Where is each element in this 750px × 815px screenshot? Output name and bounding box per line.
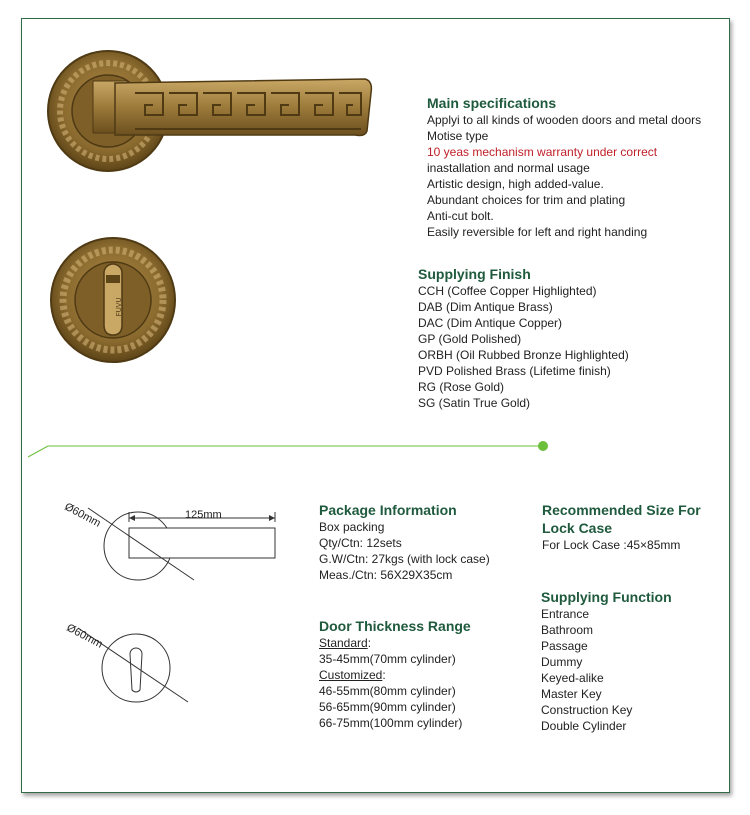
package-information-heading: Package Information xyxy=(319,502,457,518)
package-information xyxy=(319,501,490,583)
lever-handle-image xyxy=(45,45,375,175)
finish-item: DAB (Dim Antique Brass) xyxy=(418,300,553,314)
lock-case-heading-line1: Recommended Size For xyxy=(542,502,701,518)
supplying-function xyxy=(541,588,672,734)
lock-case-size xyxy=(542,501,701,553)
standard-item: 35-45mm(70mm cylinder) xyxy=(319,652,456,666)
customized-label-line: Customized: xyxy=(319,668,386,682)
function-item: Bathroom xyxy=(541,623,594,637)
package-line: G.W/Ctn: 27kgs (with lock case) xyxy=(319,552,490,566)
main-specifications xyxy=(427,94,701,240)
escutcheon-brand-text: FUVU xyxy=(116,297,123,317)
finish-item: GP (Gold Polished) xyxy=(418,332,522,346)
section-divider xyxy=(24,433,554,463)
spec-line: Artistic design, high added-value. xyxy=(427,177,604,191)
finish-item: ORBH (Oil Rubbed Bronze Highlighted) xyxy=(418,348,629,362)
spec-line: inastallation and normal usage xyxy=(427,161,590,175)
door-thickness-range xyxy=(319,617,471,731)
package-line: Qty/Ctn: 12sets xyxy=(319,536,402,550)
spec-line: Anti-cut bolt. xyxy=(427,209,494,223)
handle-diameter-label: Ø60mm xyxy=(62,500,103,530)
function-item: Double Cylinder xyxy=(541,719,627,733)
spec-line: Easily reversible for left and right handing xyxy=(427,225,648,239)
supplying-finish-heading: Supplying Finish xyxy=(418,266,531,282)
standard-label-line: Standard: xyxy=(319,636,372,650)
finish-item: PVD Polished Brass (Lifetime finish) xyxy=(418,364,611,378)
finish-item: RG (Rose Gold) xyxy=(418,380,505,394)
function-item: Passage xyxy=(541,639,588,653)
escutcheon-diameter-label: Ø60mm xyxy=(64,621,105,651)
function-item: Entrance xyxy=(541,607,590,621)
function-item: Master Key xyxy=(541,687,602,701)
escutcheon-image xyxy=(48,235,178,365)
customized-item: 66-75mm(100mm cylinder) xyxy=(319,716,463,730)
function-item: Dummy xyxy=(541,655,583,669)
spec-line: Abundant choices for trim and plating xyxy=(427,193,626,207)
customized-label: Customized xyxy=(319,668,383,682)
spec-line: Motise type xyxy=(427,129,489,143)
main-specifications-heading: Main specifications xyxy=(427,95,557,111)
standard-label: Standard xyxy=(319,636,368,650)
finish-item: SG (Satin True Gold) xyxy=(418,396,531,410)
package-line: Box packing xyxy=(319,520,385,534)
finish-item: DAC (Dim Antique Copper) xyxy=(418,316,563,330)
finish-item: CCH (Coffee Copper Highlighted) xyxy=(418,284,597,298)
door-thickness-heading: Door Thickness Range xyxy=(319,618,471,634)
spec-line: Applyi to all kinds of wooden doors and metal doors xyxy=(427,113,702,127)
lock-case-value: For Lock Case :45×85mm xyxy=(542,538,681,552)
customized-item: 56-65mm(90mm cylinder) xyxy=(319,700,456,714)
supplying-finish xyxy=(418,265,629,411)
function-item: Keyed-alike xyxy=(541,671,604,685)
package-line: Meas./Ctn: 56X29X35cm xyxy=(319,568,453,582)
spec-line-warranty: 10 yeas mechanism warranty under correct xyxy=(427,145,658,159)
customized-item: 46-55mm(80mm cylinder) xyxy=(319,684,456,698)
handle-length-label: 125mm xyxy=(185,509,222,521)
function-item: Construction Key xyxy=(541,703,633,717)
supplying-function-heading: Supplying Function xyxy=(541,589,672,605)
lock-case-heading-line2: Lock Case xyxy=(542,520,613,536)
